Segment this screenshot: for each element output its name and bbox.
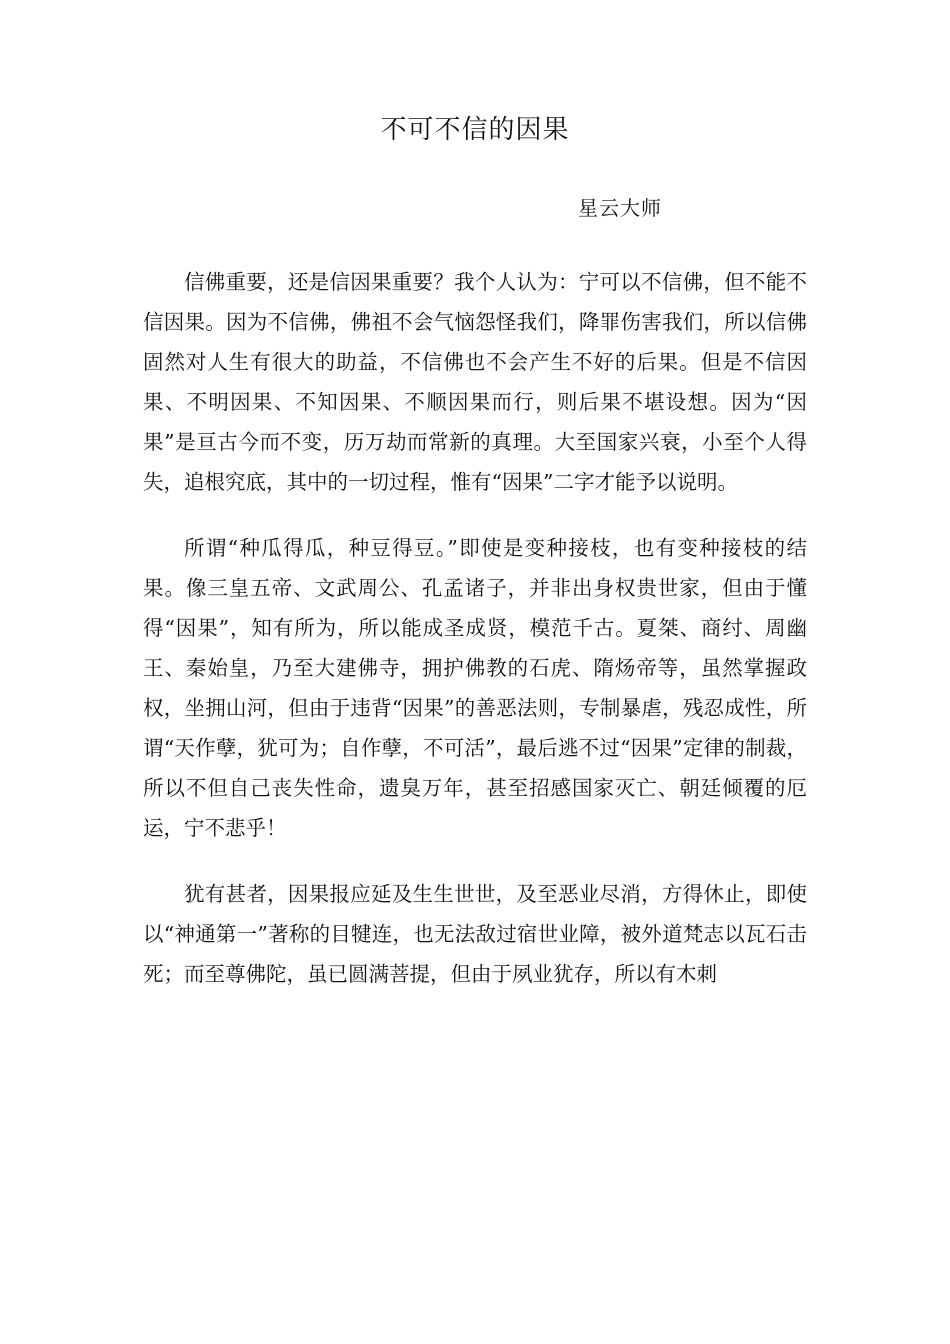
paragraph-1: 信佛重要，还是信因果重要？我个人认为：宁可以不信佛，但不能不信因果。因为不信佛，佛祖不会气恼怨怪我们，降罪伤害我们，所以信佛固然对人生有很大的助益，不信佛也不会产生不好的后果。但是不信因果、不明因果、不知因果、不顺因果而行，则后果不堪设想。因为“因果”是亘古今而不变，历万劫而常新的真理。大至国家兴衰，小至个人得失，追根究底，其中的一切过程，惟有“因果”二字才能予以说明。: [143, 270, 807, 494]
document-title: 不可不信的因果: [380, 115, 570, 145]
paragraph-3: 犹有甚者，因果报应延及生生世世，及至恶业尽消，方得休止，即使以“神通第一”著称的目犍连，也无法敌过宿世业障，被外道梵志以瓦石击死；而至尊佛陀，虽已圆满菩提，但由于夙业犹存，所以有木刺: [143, 882, 807, 986]
document-author: 星云大师: [578, 196, 662, 220]
document-body: [143, 262, 807, 1020]
paragraph-2: 所谓“种瓜得瓜，种豆得豆。”即使是变种接枝，也有变种接枝的结果。像三皇五帝、文武周公、孔孟诸子，并非出身权贵世家，但由于懂得“因果”，知有所为，所以能成圣成贤，模范千古。夏桀、商纣、周幽王、秦始皇，乃至大建佛寺，拥护佛教的石虎、隋炀帝等，虽然掌握政权，坐拥山河，但由于违背“因果”的善恶法则，专制暴虐，残忍成性，所谓“天作孽，犹可为；自作孽，不可活”，最后逃不过“因果”定律的制裁，所以不但自己丧失性命，遗臭万年，甚至招感国家灭亡、朝廷倾覆的厄运，宁不悲乎！: [143, 536, 807, 840]
